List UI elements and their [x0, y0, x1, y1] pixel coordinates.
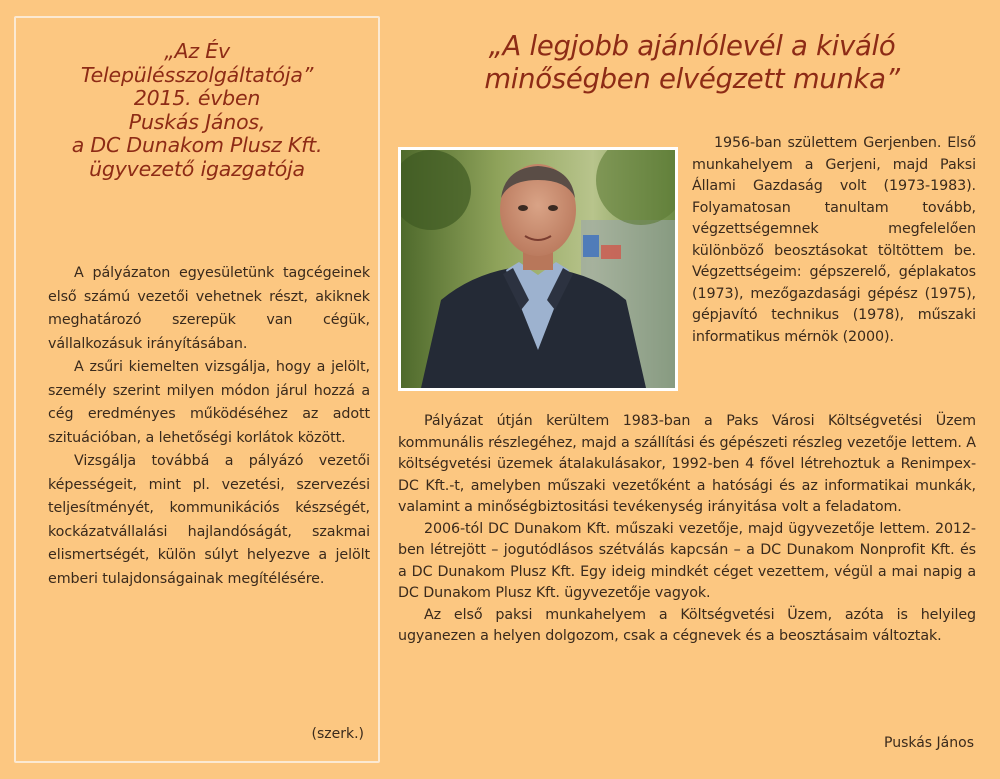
sidebar-box — [14, 16, 380, 763]
sidebar-title-line: Puskás János, — [128, 109, 266, 134]
article-title — [402, 30, 982, 96]
article-title-line: „A legjobb ajánlólevél a kiváló — [488, 30, 896, 62]
sidebar-title — [16, 40, 378, 181]
article-signature: Puskás János — [884, 735, 974, 751]
portrait-illustration — [401, 150, 675, 388]
sidebar-title-line: 2015. évben — [133, 86, 261, 110]
article-paragraph: Pályázat útján kerültem 1983-ban a Paks Városi Költségvetési Üzem kommunális részlegéhez, majd a szállítási és gépészeti részleg vezetője lettem. A költségvetési üzemek átalakulásakor, 1992-ben 4 fővel létrehoztuk a Renimpex-DC Kft.-t, amelyben műszaki vezetőként a hatósági és az informatikai munkák, valamint a minőségbiztositási tevékenység irányitása volt a feladatom. — [398, 413, 976, 515]
article-body — [398, 411, 976, 648]
article-paragraph: Az első paksi munkahelyem a Költségvetési Üzem, azóta is helyileg ugyanezen a helyen dolgozom, csak a cégnevek és a beosztásaim változtak. — [398, 606, 976, 644]
sidebar-paragraph: A pályázaton egyesületünk tagcégeinek első számú vezetői vehetnek részt, akiknek meghatározó szerepük van cégük, vállalkozásuk irányításában. — [48, 265, 370, 352]
article-intro — [692, 133, 976, 348]
sidebar-body — [48, 262, 370, 591]
sidebar-signature: (szerk.) — [311, 726, 364, 742]
sidebar-paragraph: A zsűri kiemelten vizsgálja, hogy a jelölt, személy szerint milyen módon járul hozzá a cég eredményes működéséhez az adott szituációban, a lehetőségi korlátok között. — [48, 359, 370, 446]
sidebar-title-line: „Az Év — [164, 39, 230, 63]
sidebar-title-line: Településszolgáltatója” — [80, 62, 314, 87]
article-title-line: minőségben elvégzett munka” — [484, 63, 900, 95]
sidebar-title-line: ügyvezető igazgatója — [89, 156, 305, 181]
sidebar-title-line: a DC Dunakom Plusz Kft. — [71, 133, 323, 157]
intro-paragraph: 1956-ban születtem Gerjenben. Első munkahelyem a Gerjeni, majd Paksi Állami Gazdaság volt (1973-1983). Folyamatosan tanultam tovább, végzettségemnek megfelelően különböző beosztásokat töltöttem be. Végzettségeim: gépszerelő, géplakatos (1973), mezőgazdasági gépész (1975), gépjavító technikus (1978), műszaki informatikus mérnök (2000). — [692, 135, 976, 345]
portrait-photo — [398, 147, 678, 391]
article-paragraph: 2006-tól DC Dunakom Kft. műszaki vezetője, majd ügyvezetője lettem. 2012-ben létrejött – jogutódlásos szétválás kapcsán – a DC Dunakom Nonprofit Kft. és a DC Dunakom Plusz Kft. Egy ideig mindkét céget vezettem, végül a mai napig a DC Dunakom Plusz Kft. ügyvezetője vagyok. — [398, 520, 976, 601]
sidebar-paragraph: Vizsgálja továbbá a pályázó vezetői képességeit, mint pl. vezetési, szervezési teljesítményét, kommunikációs készségét, kockázatvállalási hajlandóságát, szakmai elismertségét, külön súlyt helyezve a jelölt emberi tulajdonságainak megítélésére. — [48, 453, 370, 587]
